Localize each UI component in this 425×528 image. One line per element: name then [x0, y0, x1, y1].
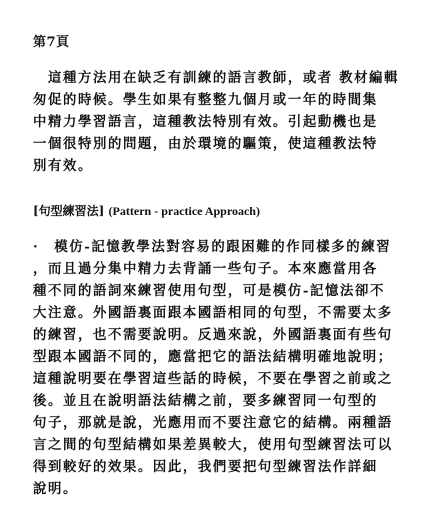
paragraph-2-line: ，而且過分集中精力去背誦一些句子。本來應當用各 — [33, 261, 378, 277]
paragraph-2-line: 這種說明要在學習這些話的時候，不要在學習之前或之 — [33, 371, 393, 387]
paragraph-2-line: 後。並且在說明語法結構之前，要多練習同一句型的 — [33, 393, 378, 409]
paragraph-2-line: 型跟本國語不同的，應當把它的語法結構明確地說明； — [33, 349, 393, 365]
paragraph-1-line: 這種方法用在缺乏有訓練的語言教師，或者 教材編輯 — [33, 70, 400, 86]
paragraph-2-line: 言之間的句型結構如果差異較大，使用句型練習法可以 — [33, 437, 393, 453]
paragraph-2-line: 得到較好的效果。因此，我們要把句型練習法作詳細 — [33, 459, 378, 475]
paragraph-2-line: · 模仿-記憶教學法對容易的跟困難的作同樣多的練習 — [33, 239, 392, 255]
paragraph-2-line: 大注意。外國語裏面跟本國語相同的句型，不需要太多 — [33, 305, 393, 321]
section-heading — [33, 202, 260, 219]
section-heading-english: (Pattern - practice Approach) — [108, 204, 260, 218]
section-heading-chinese: [句型練習法] — [33, 204, 105, 218]
page-number-label: 第7頁 — [33, 35, 70, 50]
paragraph-1 — [33, 67, 403, 177]
paragraph-2-line: 句子，那就是說，光應用而不要注意它的結構。兩種語 — [33, 415, 393, 431]
paragraph-1-line: 中精力學習語言，這種教法特別有效。引起動機也是 — [33, 114, 378, 130]
paragraph-2-line: 的練習，也不需要說明。反過來說，外國語裏面有些句 — [33, 327, 393, 343]
paragraph-1-line: 一個很特別的問題，由於環境的驅策，使這種教法特 — [33, 136, 378, 152]
paragraph-1-line: 匆促的時候。學生如果有整整九個月或一年的時間集 — [33, 92, 378, 108]
paragraph-2-line: 說明。 — [33, 481, 78, 497]
paragraph-1-line: 別有效。 — [33, 158, 93, 174]
paragraph-2-line: 種不同的語詞來練習使用句型，可是模仿-記憶法卻不 — [33, 283, 385, 299]
paragraph-2 — [33, 236, 403, 500]
